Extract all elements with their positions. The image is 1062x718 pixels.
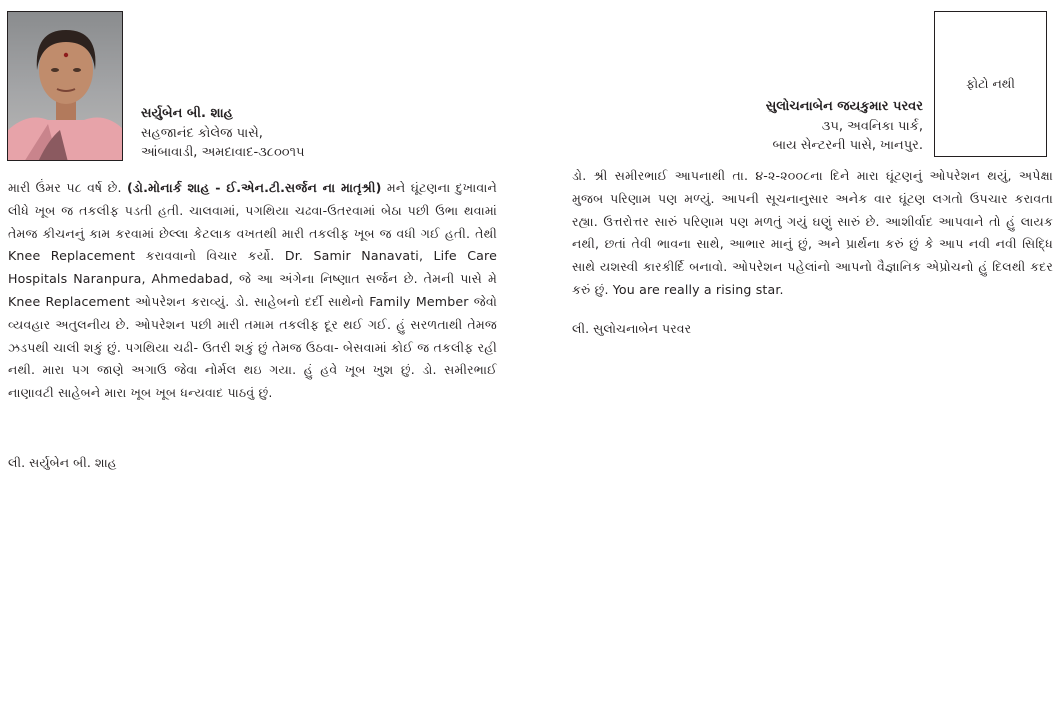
left-address-line-1: સહજાનંદ કોલેજ પાસે, xyxy=(141,125,263,141)
right-address-line-1: ૩૫, અવનિકા પાર્ક, xyxy=(821,118,923,134)
left-letter-body xyxy=(8,177,497,405)
left-letter-text: મને ઘૂંટણના દુખાવાને લીધે ખૂબ જ તકલીફ પડતી હતી. ચાલવામાં, પગથિયા ચઢવા-ઉતરવામાં બેઠા પછી ઉભા થવામાં તેમજ કીચનનું કામ કરવામાં છેલ્લા કેટલાક વખતથી મારી તકલીફ ખૂબ જ વધી ગઈ હતી. તેથી Knee Replacement કરાવવાનો વિચાર કર્યો. Dr. Samir Nanavati, Life Care Hospitals Naranpura, Ahmedabad, જે આ અંગેના નિષ્ણાત સર્જન છે. તેમની પાસે મે Knee Replacement ઓપરેશન કરાવ્યું. ડો. સાહેબનો દર્દી સાથેનો Family Member જેવો વ્યવહાર અતુલનીય છે. ઓપરેશન પછી મારી તમામ તકલીફ દૂર થઈ ગઈ. હું સરળતાથી તેમજ ઝડપથી ચાલી શકું છું. પગથિયા ચઢી- ઉતરી શકું છું તેમજ ઉઠવા- બેસવામાં કોઈ જ તકલીફ રહી નથી. મારા પગ જાણે અગાઉ જેવા નોર્મલ થઇ ગયા. હું હવે ખૂબ ખુશ છું. ડો. સમીરભાઈ નાણાવટી સાહેબને મારા ખૂબ ખૂબ ધન્યવાદ પાઠવું છું. xyxy=(8,180,497,401)
portrait-photo xyxy=(7,11,123,161)
right-address-block xyxy=(766,97,923,156)
right-letter-text: ડો. શ્રી સમીરભાઈ આપનાથી તા. ૪-૨-૨૦૦૮ના દિને મારા ઘૂંટણનું ઓપરેશન થયું, અપેક્ષા મુજબ પરિણામ પણ મળ્યું. આપની સૂચનાનુસાર અનેક વાર ઘૂંટણ લગતો ઉપચાર કરાવતા રહ્યા. ઉત્તરોત્તર સારું પરિણામ પણ મળતું ગયું ઘણું સારું છે. આશીર્વાદ આપવાને તો હું લાયક નથી, છતાં તેવી ભાવના સાથે, આભાર માનું છું, અને પ્રાર્થના કરું છું કે આપ નવી નવી સિદ્ધિ સાથે યશસ્વી કારકીર્દિ બનાવો. ઓપરેશન પહેલાંનો આપનો વૈજ્ઞાનિક એપ્રોચનો હું દિલથી કદર કરું છું. You are really a rising star. xyxy=(572,168,1053,297)
left-signature: લી. સર્યુબેન બી. શાહ xyxy=(8,455,117,470)
left-letter-intro: મારી ઉંમર ૫૮ વર્ષ છે. xyxy=(8,180,127,195)
no-photo-frame xyxy=(934,11,1047,157)
right-signature: લી. સુલોચનાબેન પરવર xyxy=(572,321,692,336)
right-address-line-2: બાય સેન્ટરની પાસે, ખાનપુર. xyxy=(772,138,923,153)
right-author-name: સુલોચનાબેન જયકુમાર પરવર xyxy=(765,99,923,114)
right-letter-body xyxy=(572,165,1053,302)
no-photo-label: ફોટો નથી xyxy=(966,76,1015,91)
left-address-line-2: આંબાવાડી, અમદાવાદ-૩૮૦૦૧૫ xyxy=(141,145,305,160)
left-author-name: સર્યુબેન બી. શાહ xyxy=(141,106,233,121)
left-address-block xyxy=(141,104,305,163)
left-letter-bold-note: (ડો.મોનાર્ક શાહ - ઈ.એન.ટી.સર્જન ના માતૃશ્રી) xyxy=(126,180,382,195)
